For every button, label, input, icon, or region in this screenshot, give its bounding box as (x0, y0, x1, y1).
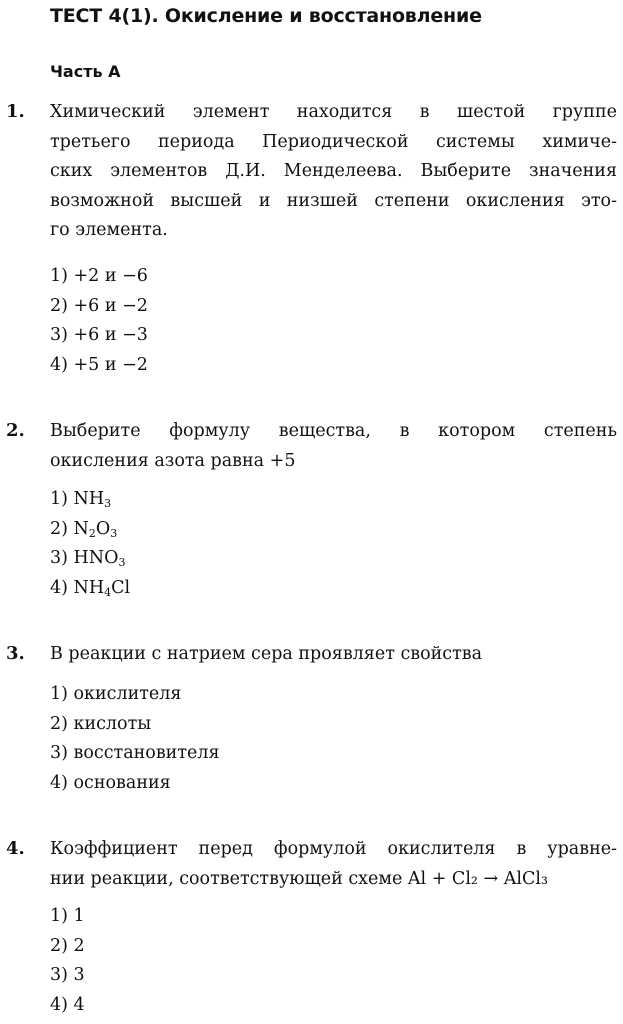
question-3-options (50, 680, 220, 798)
question-1-number: 1. (6, 101, 25, 122)
question-2-line: окисления азота равна +5 (50, 450, 296, 471)
question-1-line: Химический элемент находится в шестой группе (50, 102, 617, 122)
question-4-number: 4. (6, 838, 25, 859)
question-2-options (50, 485, 130, 603)
answer-option: 3) 3 (50, 965, 85, 986)
answer-option: 4) основания (50, 772, 171, 793)
question-1-line: третьего периода Периодической системы химиче- (50, 131, 617, 152)
question-4-line: нии реакции, соответствующей схеме Al + Cl₂ → AlCl₃ (50, 868, 548, 889)
answer-option: 1) окислителя (50, 684, 182, 704)
question-1-line: го элемента. (50, 220, 168, 240)
question-4-options (50, 902, 85, 1020)
test-title: ТЕСТ 4(1). Окисление и восстановление (50, 5, 482, 27)
answer-option: 2) +6 и −2 (50, 295, 148, 316)
question-1-line: ских элементов Д.И. Менделеева. Выберите значения (50, 161, 617, 181)
question-3-text (50, 640, 617, 670)
answer-option: 4) +5 и −2 (50, 354, 148, 375)
answer-option: 2) 2 (50, 935, 85, 956)
answer-option: 3) восстановителя (50, 743, 220, 764)
answer-option: 1) $NH_3$ (50, 489, 112, 510)
answer-option: 1) 1 (50, 906, 85, 926)
answer-option: 4) 4 (50, 994, 85, 1015)
question-4-text (50, 835, 617, 894)
question-1-line: возможной высшей и низшей степени окисления это- (50, 190, 617, 211)
question-4-line: Коэффициент перед формулой окислителя в уравне- (50, 839, 617, 859)
question-2-text (50, 417, 617, 476)
question-1-text (50, 98, 617, 246)
question-2-number: 2. (6, 420, 25, 441)
answer-option: 1) +2 и −6 (50, 266, 148, 286)
question-3-line: В реакции с натрием сера проявляет свойства (50, 644, 483, 664)
question-1-options (50, 262, 148, 380)
question-2-line: Выберите формулу вещества, в котором степень (50, 421, 617, 441)
answer-option: 4) $NH_4Cl$ (50, 577, 131, 599)
answer-option: 2) кислоты (50, 713, 152, 734)
question-3-number: 3. (6, 643, 25, 664)
answer-option: 2) $N_2O_3$ (50, 518, 118, 540)
answer-option: 3) +6 и −3 (50, 325, 148, 346)
part-heading: Часть А (50, 62, 121, 81)
answer-option: 3) $HNO_3$ (50, 548, 126, 570)
